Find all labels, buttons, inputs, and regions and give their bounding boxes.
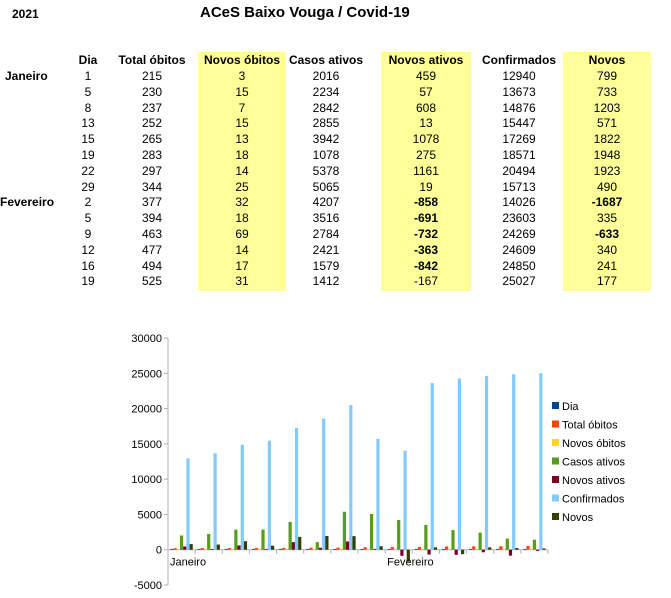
table-cell: 265 — [141, 132, 163, 147]
table-cell: 1 — [84, 69, 92, 83]
table-cell: 32 — [235, 195, 249, 210]
legend-label: Novos — [562, 512, 594, 524]
bar — [394, 549, 397, 550]
table-cell: -858 — [413, 195, 439, 210]
table-cell: 2842 — [312, 100, 340, 115]
column-header: Total óbitos — [118, 53, 186, 67]
table-cell: 7 — [238, 100, 246, 115]
bar — [241, 445, 244, 550]
legend-swatch — [552, 421, 559, 428]
table-cell: 14876 — [502, 100, 536, 115]
table-cell: 215 — [141, 69, 163, 83]
month-label: Fevereiro — [0, 195, 55, 210]
table-cell: 19 — [81, 274, 95, 289]
table-cell: 24850 — [502, 258, 536, 273]
table-cell: 2784 — [312, 227, 340, 241]
table-cell: 9 — [84, 227, 92, 241]
table-cell: 2234 — [312, 84, 340, 99]
bar — [391, 547, 394, 550]
bar — [180, 535, 183, 549]
bar — [472, 546, 475, 549]
table-cell: 14026 — [502, 195, 536, 210]
table-cell: 230 — [141, 84, 163, 99]
legend-label: Total óbitos — [562, 419, 618, 432]
column-header: Novos óbitos — [203, 53, 280, 67]
legend-label: Dia — [562, 401, 579, 413]
bar — [186, 458, 189, 549]
y-tick-label: 10000 — [131, 474, 162, 487]
bar — [461, 550, 464, 554]
table-cell: 13 — [81, 116, 95, 131]
legend-swatch — [552, 476, 559, 483]
bar — [421, 549, 424, 550]
bar — [322, 419, 325, 550]
bar — [174, 548, 177, 550]
bar — [336, 548, 339, 550]
table-cell: 252 — [141, 116, 163, 131]
table-cell: 25 — [235, 179, 249, 194]
legend-label: Casos ativos — [562, 456, 625, 469]
bar — [542, 548, 545, 549]
table-cell: 335 — [596, 211, 618, 226]
table-cell: 15713 — [502, 179, 536, 194]
table-cell: 5065 — [312, 179, 340, 194]
bar — [177, 549, 180, 550]
bar — [400, 550, 403, 556]
bar — [533, 540, 536, 550]
bar — [285, 549, 288, 550]
bar — [431, 383, 434, 550]
column-header: Novos — [588, 53, 626, 67]
y-tick-label: 30000 — [131, 333, 162, 345]
bar — [316, 542, 319, 550]
table-cell: 1412 — [312, 274, 340, 289]
table-cell: 2016 — [312, 69, 340, 83]
table-cell: 19 — [419, 179, 433, 194]
table-cell: 344 — [141, 179, 163, 194]
table-cell: 494 — [141, 258, 163, 273]
bar — [268, 441, 271, 550]
table-cell: 14 — [235, 163, 249, 178]
legend-label: Confirmados — [562, 493, 625, 506]
table-cell: 12 — [81, 242, 95, 257]
bar — [234, 530, 237, 550]
month-label: Janeiro — [5, 69, 48, 83]
table-cell: 8 — [84, 100, 92, 115]
bar — [333, 549, 336, 550]
bar — [340, 549, 343, 550]
bar — [397, 520, 400, 550]
bar — [190, 544, 193, 550]
y-tick-label: 15000 — [131, 438, 162, 451]
bar — [346, 542, 349, 550]
bar — [502, 549, 505, 550]
table-cell: 69 — [235, 227, 249, 241]
bar — [289, 522, 292, 550]
table-cell: 340 — [596, 242, 618, 257]
table-cell: 20494 — [502, 163, 536, 178]
bar — [479, 533, 482, 550]
x-tick-label: Fevereiro — [387, 556, 434, 569]
bar — [427, 550, 430, 555]
table-cell: 18 — [235, 211, 249, 226]
bar — [325, 536, 328, 550]
bar — [282, 548, 285, 550]
table-cell: 2421 — [312, 242, 340, 257]
bar — [482, 550, 485, 553]
table-cell: 1161 — [413, 163, 439, 178]
table-cell: 525 — [141, 274, 163, 289]
bar — [434, 547, 437, 549]
bar — [445, 546, 448, 549]
bar — [279, 549, 282, 550]
table-cell: 5 — [84, 84, 92, 99]
table-cell: 17269 — [502, 132, 536, 147]
bar — [214, 453, 217, 549]
column-header: Casos ativos — [288, 53, 364, 67]
bar — [475, 549, 478, 550]
bar — [442, 549, 445, 550]
bar — [306, 549, 309, 550]
table-cell: 12940 — [502, 69, 536, 83]
table-cell: 283 — [141, 148, 163, 162]
table-cell: 5 — [84, 211, 92, 226]
bar — [523, 549, 526, 550]
column-header: Confirmados — [481, 53, 556, 67]
bar — [485, 376, 488, 550]
table-cell: 571 — [596, 116, 618, 131]
bar — [183, 546, 186, 549]
bar — [418, 547, 421, 550]
table-cell: 1923 — [593, 163, 621, 178]
bar — [231, 549, 234, 550]
y-tick-label: 5000 — [137, 509, 162, 522]
column-header: Novos ativos — [388, 53, 464, 67]
table-cell: 1579 — [312, 258, 340, 273]
table-cell: 799 — [596, 69, 618, 83]
table-cell: 17 — [235, 258, 249, 273]
table-cell: 4207 — [312, 195, 340, 210]
bar — [496, 549, 499, 550]
table-cell: 15 — [81, 132, 95, 147]
table-cell: -691 — [413, 211, 439, 226]
bar — [455, 550, 458, 555]
bar — [415, 549, 418, 550]
legend-swatch — [552, 513, 559, 520]
bar — [364, 547, 367, 549]
legend-swatch — [552, 495, 559, 502]
table-cell: 15 — [235, 84, 249, 99]
table-cell: 15447 — [502, 116, 536, 131]
bar — [198, 549, 201, 550]
table-cell: 25027 — [502, 274, 536, 289]
bar — [469, 549, 472, 550]
legend-label: Novos óbitos — [562, 438, 626, 450]
table-cell: 490 — [596, 179, 618, 194]
column-header: Dia — [78, 53, 98, 67]
bar — [370, 514, 373, 550]
bar — [210, 549, 213, 550]
bar — [360, 549, 363, 550]
table-cell: 297 — [141, 163, 163, 178]
table-cell: 3942 — [312, 132, 340, 147]
table-cell: 3516 — [312, 211, 340, 226]
table-cell: 1948 — [593, 148, 621, 162]
page-title: ACeS Baixo Vouga / Covid-19 — [200, 4, 410, 21]
bar — [225, 549, 228, 550]
bar — [526, 546, 529, 550]
table-cell: 13 — [419, 116, 433, 131]
table-cell: 23603 — [502, 211, 536, 226]
bar — [458, 378, 461, 549]
table-cell: 18571 — [502, 148, 536, 162]
bar — [170, 549, 173, 550]
table-cell: 733 — [596, 84, 618, 99]
table-cell: 15 — [235, 116, 249, 131]
bar — [376, 439, 379, 550]
table-cell: 18 — [235, 148, 249, 162]
bar — [388, 549, 391, 550]
legend-label: Novos ativos — [562, 475, 625, 487]
bar — [352, 536, 355, 550]
bar — [343, 512, 346, 550]
table-cell: 1203 — [593, 100, 621, 115]
bar — [515, 548, 518, 550]
legend-swatch — [552, 458, 559, 465]
bar — [237, 545, 240, 549]
bar — [530, 549, 533, 550]
bar — [509, 550, 512, 556]
table-cell: 31 — [235, 274, 249, 289]
table-cell: 477 — [141, 242, 163, 257]
table-cell: 463 — [141, 227, 163, 241]
y-tick-label: 20000 — [131, 403, 162, 416]
bar — [252, 549, 255, 550]
bar — [499, 546, 502, 549]
table-cell: 1078 — [312, 148, 340, 162]
table-cell: 2855 — [312, 116, 340, 131]
table-cell: 177 — [596, 274, 618, 289]
bar — [404, 451, 407, 550]
bar — [207, 534, 210, 550]
table-cell: 459 — [415, 69, 437, 83]
table-cell: 24609 — [502, 242, 536, 257]
bar — [255, 548, 258, 550]
bar — [512, 374, 515, 549]
table-cell: 13 — [235, 132, 249, 147]
bar — [373, 549, 376, 550]
table-cell: 16 — [81, 258, 95, 273]
table-cell: -732 — [413, 227, 439, 241]
table-cell: 13673 — [502, 84, 536, 99]
table-cell: 19 — [81, 148, 95, 162]
year-label: 2021 — [12, 7, 39, 21]
bar — [380, 546, 383, 549]
bar — [367, 549, 370, 550]
bar — [451, 530, 454, 550]
table-cell: 5378 — [312, 163, 340, 178]
table-cell: 3 — [238, 69, 246, 83]
table-cell: 57 — [419, 84, 433, 99]
bar — [536, 550, 539, 551]
bar — [424, 525, 427, 550]
bar — [258, 549, 261, 550]
x-tick-label: Janeiro — [170, 556, 207, 569]
table-cell: 1822 — [593, 132, 621, 147]
bar — [217, 545, 220, 550]
bar — [228, 548, 231, 550]
table-cell: 22 — [81, 163, 95, 178]
bar — [265, 549, 268, 550]
table-cell: 24269 — [502, 227, 536, 241]
bar — [261, 530, 264, 550]
bar — [244, 541, 247, 549]
table-cell: -363 — [413, 242, 439, 257]
bar — [506, 539, 509, 550]
y-tick-label: -5000 — [133, 580, 162, 592]
table-cell: 608 — [415, 100, 437, 115]
bar — [292, 542, 295, 550]
bar — [204, 549, 207, 550]
bar — [309, 548, 312, 550]
table-cell: -167 — [413, 274, 439, 289]
legend-swatch — [552, 439, 559, 446]
table-cell: 377 — [141, 195, 163, 210]
legend-swatch — [552, 402, 559, 409]
bar — [488, 547, 491, 549]
table-cell: 394 — [141, 211, 163, 226]
table-cell: -1687 — [591, 195, 623, 210]
y-tick-label: 0 — [155, 544, 162, 557]
bar — [271, 546, 274, 550]
table-cell: -842 — [413, 258, 439, 273]
bar — [298, 537, 301, 550]
bar — [312, 549, 315, 550]
table-cell: 275 — [415, 148, 437, 162]
bar — [349, 405, 352, 550]
table-cell: -633 — [594, 227, 620, 241]
table-cell: 2 — [84, 195, 92, 210]
bar — [295, 428, 298, 550]
table-cell: 14 — [235, 242, 249, 257]
bar — [448, 549, 451, 550]
y-tick-label: 25000 — [131, 368, 162, 381]
bar — [539, 373, 542, 550]
bar — [319, 548, 322, 550]
bar — [201, 548, 204, 550]
table-cell: 1078 — [412, 132, 440, 147]
table-cell: 241 — [596, 258, 618, 273]
table-cell: 237 — [141, 100, 163, 115]
table-cell: 29 — [81, 179, 95, 194]
